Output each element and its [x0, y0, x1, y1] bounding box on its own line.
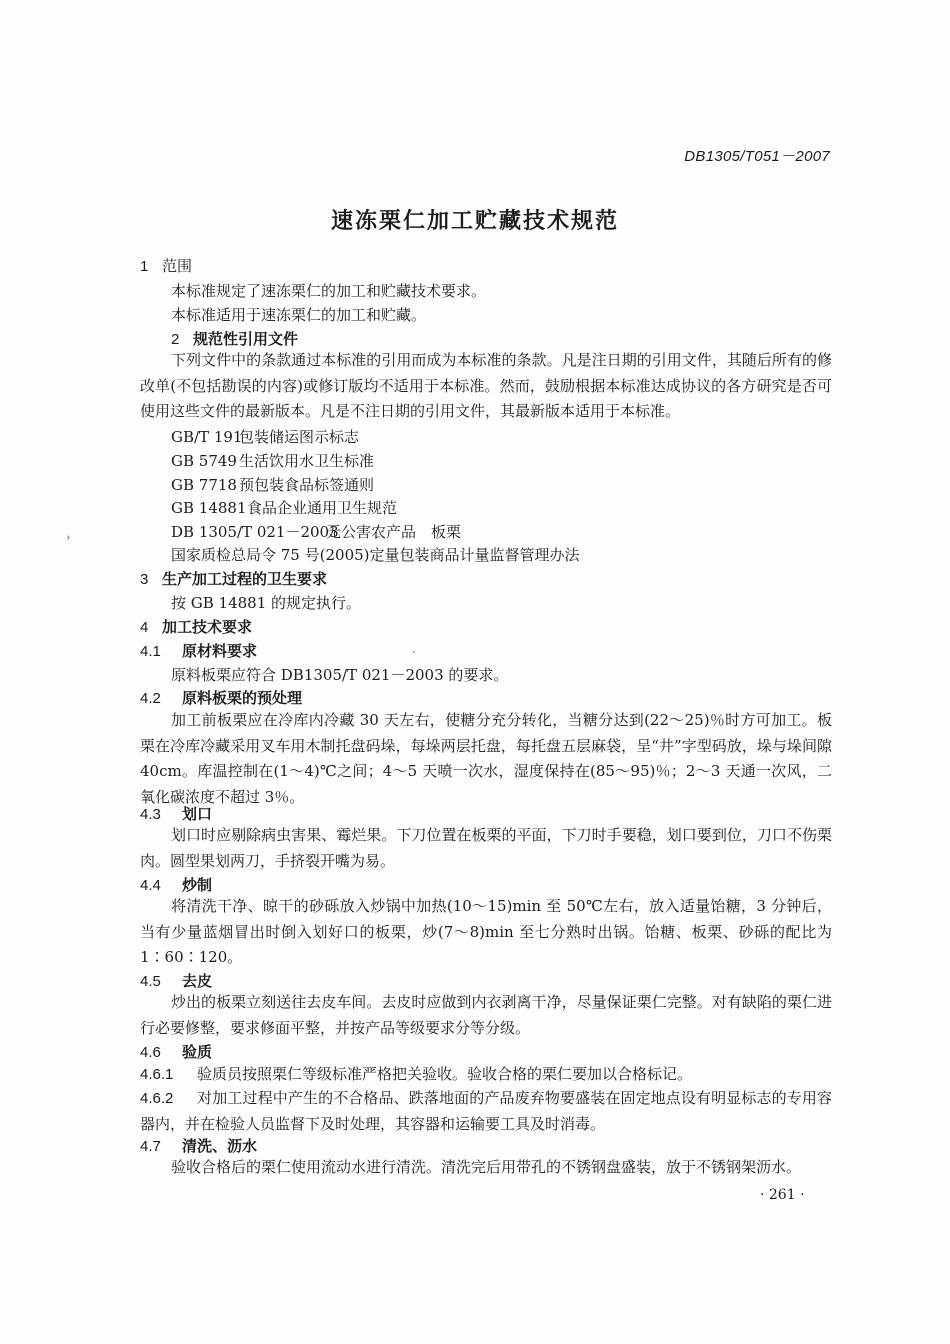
- reference-code: GB/T 191: [171, 428, 243, 446]
- clause-text: 对加工过程中产生的不合格品、跌落地面的产品废弃物要盛装在固定地点设有明显标志的专用容器内，并在检验人员监督下及时处理，其容器和运输要工具及时消毒。: [140, 1089, 832, 1133]
- reference-name: 无公害农产品 板栗: [326, 523, 462, 541]
- section-number: 4.3: [140, 806, 161, 823]
- section-4-2-paragraph: 加工前板栗应在冷库内冷藏 30 天左右，使糖分充分转化，当糖分达到(22～25)％时方可加工。板栗在冷库冷藏采用叉车用木制托盘码垛，每垛两层托盘，每托盘五层麻袋，呈“井”字型码放，垛与垛间隙 40cm。库温控制在(1～4)℃之间；4～5 天喷一次水，湿度保持在(85～95)％；2～3 天通一次风，二氧化碳浓度不超过 3％。: [140, 711, 832, 806]
- section-4-1-heading: [140, 640, 257, 663]
- document-title: 速冻栗仁加工贮藏技术规范: [330, 209, 619, 234]
- section-title: 炒制: [182, 876, 213, 894]
- section-4-heading: [140, 616, 252, 639]
- section-1-heading: [140, 255, 192, 278]
- section-1-paragraph-2: 本标准适用于速冻栗仁的加工和贮藏。: [171, 306, 427, 324]
- scan-speck: [413, 651, 415, 653]
- section-number: 4.6.1: [140, 1066, 174, 1083]
- section-4-2-heading: [140, 687, 302, 710]
- section-number: 4.4: [140, 877, 161, 894]
- section-title: 规范性引用文件: [193, 330, 299, 348]
- section-4-5-paragraph: 炒出的板栗立刻送往去皮车间。去皮时应做到内衣剥离干净，尽量保证栗仁完整。对有缺陷的栗仁进行必要修整，要求修面平整，并按产品等级要求分等分级。: [140, 993, 832, 1037]
- standard-code: DB1305/T051－2007: [684, 148, 830, 165]
- section-4-3-paragraph: 划口时应剔除病虫害果、霉烂果。下刀位置在板栗的平面，下刀时手要稳，划口要到位，刀口不伤栗肉。圆型果划两刀，手挤裂开嘴为易。: [140, 826, 832, 870]
- section-4-6-1-paragraph: [140, 1062, 832, 1088]
- section-number: 4.2: [140, 690, 161, 707]
- section-number: 4.1: [140, 643, 161, 660]
- section-4-6-heading: [140, 1041, 212, 1064]
- section-number: 1: [140, 258, 149, 275]
- section-title: 范围: [162, 257, 193, 275]
- section-number: 3: [140, 571, 149, 588]
- section-4-6-2-paragraph: [140, 1086, 832, 1137]
- section-3-heading: [140, 568, 327, 591]
- reference-item: [171, 474, 374, 496]
- reference-item-regulation: 国家质检总局令 75 号(2005)定量包装商品计量监督管理办法: [171, 546, 580, 564]
- section-title: 去皮: [182, 972, 213, 990]
- reference-code: DB 1305/T 021－2003: [171, 523, 339, 541]
- section-number: 2: [171, 331, 180, 348]
- section-3-paragraph: 按 GB 14881 的规定执行。: [171, 594, 362, 612]
- section-title: 清洗、沥水: [182, 1137, 258, 1155]
- section-title: 划口: [182, 805, 213, 823]
- reference-item: [171, 521, 461, 543]
- section-number: 4.5: [140, 973, 161, 990]
- margin-mark: ›: [66, 531, 71, 544]
- section-1-paragraph-1: 本标准规定了速冻栗仁的加工和贮藏技术要求。: [171, 282, 487, 300]
- section-4-7-paragraph: 验收合格后的栗仁使用流动水进行清洗。清洗完后用带孔的不锈钢盘盛装，放于不锈钢架沥水。: [171, 1158, 802, 1176]
- page-number: · 261 ·: [760, 1187, 805, 1203]
- reference-name: 预包装食品标签通则: [239, 476, 375, 494]
- section-title: 原材料要求: [182, 642, 258, 660]
- reference-item: [171, 450, 374, 472]
- section-number: 4.7: [140, 1138, 161, 1155]
- reference-name: 生活饮用水卫生标准: [239, 452, 375, 470]
- clause-text: 验质员按照栗仁等级标准严格把关验收。验收合格的栗仁要加以合格标记。: [197, 1065, 693, 1083]
- section-4-1-paragraph: 原料板栗应符合 DB1305/T 021－2003 的要求。: [171, 666, 509, 684]
- section-2-paragraph: 下列文件中的条款通过本标准的引用而成为本标准的条款。凡是注日期的引用文件，其随后所有的修改单(不包括勘误的内容)或修订版均不适用于本标准。然而，鼓励根据本标准达成协议的各方研究是否可使用这些文件的最新版本。凡是不注日期的引用文件，其最新版本适用于本标准。: [140, 351, 832, 420]
- section-title: 加工技术要求: [162, 618, 253, 636]
- section-number: 4.6: [140, 1044, 161, 1061]
- reference-code: GB 14881: [171, 499, 247, 517]
- reference-item: [171, 426, 359, 448]
- section-title: 生产加工过程的卫生要求: [162, 570, 328, 588]
- section-title: 原料板栗的预处理: [182, 689, 303, 707]
- section-number: 4: [140, 619, 149, 636]
- reference-name: 包装储运图示标志: [239, 428, 360, 446]
- section-title: 验质: [182, 1043, 213, 1061]
- section-4-4-paragraph: 将清洗干净、晾干的砂砾放入炒锅中加热(10～15)min 至 50℃左右，放入适量饴糖，3 分钟后，当有少量蓝烟冒出时倒入划好口的板栗，炒(7～8)min 至七分熟时出锅。饴糖、板栗、砂砾的配比为 1∶60∶120。: [140, 897, 832, 966]
- reference-code: GB 7718: [171, 476, 237, 494]
- section-number: 4.6.2: [140, 1090, 174, 1107]
- reference-item: [171, 497, 397, 519]
- reference-code: GB 5749: [171, 452, 237, 470]
- reference-name: 食品企业通用卫生规范: [247, 499, 398, 517]
